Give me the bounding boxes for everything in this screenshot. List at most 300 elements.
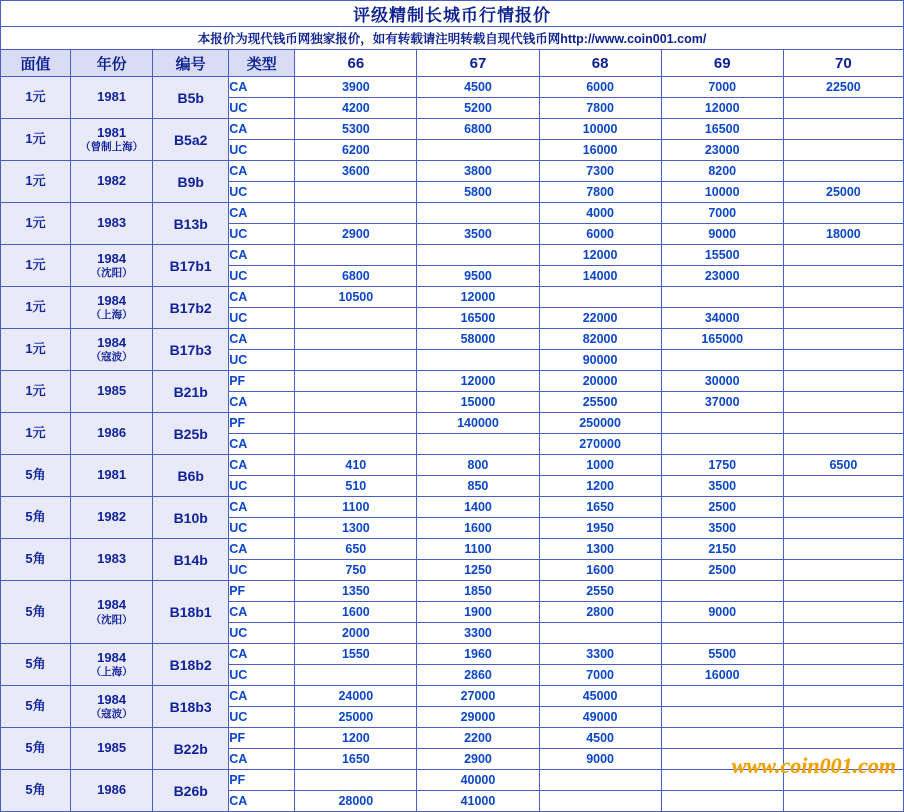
cell-price-grade-66: 10500 xyxy=(295,287,417,308)
cell-price-grade-68: 49000 xyxy=(539,707,661,728)
cell-price-grade-66: 510 xyxy=(295,476,417,497)
cell-year xyxy=(71,413,153,455)
cell-price-grade-68: 7800 xyxy=(539,98,661,119)
cell-year-sub: （寇波） xyxy=(90,351,133,364)
cell-type: UC xyxy=(229,665,295,686)
cell-price-grade-67: 6800 xyxy=(417,119,539,140)
table-row xyxy=(1,644,904,665)
cell-year xyxy=(71,371,153,413)
table-row xyxy=(1,119,904,140)
cell-type: UC xyxy=(229,476,295,497)
cell-price-grade-69: 23000 xyxy=(661,140,783,161)
cell-price-grade-67: 1600 xyxy=(417,518,539,539)
cell-price-grade-66 xyxy=(295,770,417,791)
cell-price-grade-68: 25500 xyxy=(539,392,661,413)
cell-price-grade-68: 270000 xyxy=(539,434,661,455)
cell-price-grade-67: 800 xyxy=(417,455,539,476)
cell-type: CA xyxy=(229,161,295,182)
cell-price-grade-66: 24000 xyxy=(295,686,417,707)
cell-type: PF xyxy=(229,581,295,602)
cell-year-sub: （曾制上海） xyxy=(80,141,144,154)
cell-price-grade-66 xyxy=(295,329,417,350)
cell-price-grade-66: 25000 xyxy=(295,707,417,728)
cell-code: B9b xyxy=(153,161,229,203)
cell-price-grade-70 xyxy=(783,560,903,581)
cell-price-grade-69: 7000 xyxy=(661,203,783,224)
cell-price-grade-70 xyxy=(783,203,903,224)
cell-price-grade-70 xyxy=(783,686,903,707)
table-row xyxy=(1,203,904,224)
cell-price-grade-67: 5200 xyxy=(417,98,539,119)
cell-price-grade-70 xyxy=(783,707,903,728)
cell-price-grade-70 xyxy=(783,161,903,182)
cell-type: CA xyxy=(229,392,295,413)
cell-code: B14b xyxy=(153,539,229,581)
cell-price-grade-68: 2800 xyxy=(539,602,661,623)
cell-price-grade-67 xyxy=(417,245,539,266)
title-row xyxy=(1,1,904,27)
cell-price-grade-70 xyxy=(783,749,903,770)
cell-price-grade-69: 9000 xyxy=(661,224,783,245)
cell-year-main: 1984 xyxy=(97,597,127,613)
cell-price-grade-66 xyxy=(295,371,417,392)
cell-type: CA xyxy=(229,497,295,518)
cell-price-grade-67: 140000 xyxy=(417,413,539,434)
cell-year xyxy=(71,329,153,371)
cell-year xyxy=(71,119,153,161)
table-row xyxy=(1,497,904,518)
cell-denomination: 5角 xyxy=(1,539,71,581)
cell-price-grade-68: 7300 xyxy=(539,161,661,182)
cell-price-grade-68: 250000 xyxy=(539,413,661,434)
column-header-year: 年份 xyxy=(71,50,153,77)
subtitle-row xyxy=(1,27,904,50)
cell-price-grade-66: 410 xyxy=(295,455,417,476)
cell-price-grade-68: 1600 xyxy=(539,560,661,581)
cell-year xyxy=(71,728,153,770)
cell-year-main: 1984 xyxy=(97,334,127,350)
cell-price-grade-67: 5800 xyxy=(417,182,539,203)
cell-year xyxy=(71,644,153,686)
cell-year xyxy=(71,581,153,644)
cell-price-grade-66 xyxy=(295,392,417,413)
cell-price-grade-67: 1400 xyxy=(417,497,539,518)
cell-code: B17b1 xyxy=(153,245,229,287)
cell-year-main: 1985 xyxy=(97,740,127,756)
cell-price-grade-66: 5300 xyxy=(295,119,417,140)
cell-type: UC xyxy=(229,518,295,539)
column-header-grade-67: 67 xyxy=(417,50,539,77)
cell-price-grade-68: 7800 xyxy=(539,182,661,203)
cell-price-grade-69 xyxy=(661,434,783,455)
cell-price-grade-69 xyxy=(661,623,783,644)
cell-price-grade-67 xyxy=(417,434,539,455)
cell-price-grade-68: 82000 xyxy=(539,329,661,350)
table-row xyxy=(1,413,904,434)
cell-denomination: 5角 xyxy=(1,497,71,539)
cell-type: CA xyxy=(229,245,295,266)
cell-price-grade-68: 45000 xyxy=(539,686,661,707)
cell-price-grade-68: 1300 xyxy=(539,539,661,560)
cell-year-sub: （沈阳） xyxy=(90,267,133,280)
cell-price-grade-67: 40000 xyxy=(417,770,539,791)
cell-price-grade-67 xyxy=(417,140,539,161)
site-watermark: www.coin001.com xyxy=(731,753,896,778)
cell-price-grade-70 xyxy=(783,791,903,812)
cell-code: B25b xyxy=(153,413,229,455)
cell-year xyxy=(71,77,153,119)
cell-price-grade-68: 6000 xyxy=(539,77,661,98)
cell-code: B18b3 xyxy=(153,686,229,728)
cell-denomination: 5角 xyxy=(1,455,71,497)
cell-year xyxy=(71,539,153,581)
cell-price-grade-67: 4500 xyxy=(417,77,539,98)
cell-denomination: 5角 xyxy=(1,770,71,812)
cell-type: UC xyxy=(229,266,295,287)
cell-price-grade-66: 3600 xyxy=(295,161,417,182)
cell-price-grade-66: 28000 xyxy=(295,791,417,812)
cell-price-grade-69 xyxy=(661,350,783,371)
cell-price-grade-69 xyxy=(661,287,783,308)
table-row xyxy=(1,245,904,266)
table-row xyxy=(1,371,904,392)
cell-denomination: 1元 xyxy=(1,371,71,413)
page-subtitle: 本报价为现代钱币网独家报价，如有转载请注明转载自现代钱币网http://www.coin001.com/ xyxy=(1,27,904,50)
table-row xyxy=(1,770,904,791)
cell-price-grade-67: 2860 xyxy=(417,665,539,686)
cell-code: B13b xyxy=(153,203,229,245)
cell-price-grade-67: 12000 xyxy=(417,371,539,392)
cell-price-grade-66: 3900 xyxy=(295,77,417,98)
cell-price-grade-66 xyxy=(295,182,417,203)
cell-type: UC xyxy=(229,560,295,581)
cell-price-grade-69 xyxy=(661,791,783,812)
cell-price-grade-66: 1200 xyxy=(295,728,417,749)
cell-price-grade-69 xyxy=(661,686,783,707)
cell-type: CA xyxy=(229,203,295,224)
column-header-grade-68: 68 xyxy=(539,50,661,77)
cell-code: B18b2 xyxy=(153,644,229,686)
cell-price-grade-68: 7000 xyxy=(539,665,661,686)
header-row xyxy=(1,50,904,77)
cell-type: UC xyxy=(229,707,295,728)
cell-price-grade-69: 23000 xyxy=(661,266,783,287)
cell-year-sub: （沈阳） xyxy=(90,613,133,626)
cell-price-grade-70 xyxy=(783,119,903,140)
cell-price-grade-69: 16000 xyxy=(661,665,783,686)
cell-price-grade-66: 1350 xyxy=(295,581,417,602)
cell-price-grade-69: 1750 xyxy=(661,455,783,476)
cell-price-grade-67: 41000 xyxy=(417,791,539,812)
table-row xyxy=(1,455,904,476)
cell-price-grade-68: 90000 xyxy=(539,350,661,371)
cell-year-main: 1984 xyxy=(97,292,127,308)
cell-price-grade-69: 2500 xyxy=(661,560,783,581)
cell-price-grade-66: 2000 xyxy=(295,623,417,644)
cell-type: UC xyxy=(229,140,295,161)
cell-denomination: 5角 xyxy=(1,581,71,644)
cell-type: UC xyxy=(229,182,295,203)
cell-price-grade-68 xyxy=(539,287,661,308)
cell-price-grade-70 xyxy=(783,602,903,623)
cell-price-grade-70 xyxy=(783,413,903,434)
cell-year xyxy=(71,686,153,728)
cell-price-grade-67: 3500 xyxy=(417,224,539,245)
cell-price-grade-66 xyxy=(295,203,417,224)
cell-year-sub: （上海） xyxy=(90,666,133,679)
table-row xyxy=(1,581,904,602)
cell-price-grade-69: 2500 xyxy=(661,497,783,518)
column-header-grade-66: 66 xyxy=(295,50,417,77)
cell-price-grade-66: 6200 xyxy=(295,140,417,161)
cell-code: B10b xyxy=(153,497,229,539)
cell-type: CA xyxy=(229,434,295,455)
cell-price-grade-69: 9000 xyxy=(661,602,783,623)
cell-price-grade-67: 12000 xyxy=(417,287,539,308)
cell-price-grade-66 xyxy=(295,308,417,329)
cell-code: B17b2 xyxy=(153,287,229,329)
cell-price-grade-66 xyxy=(295,413,417,434)
cell-price-grade-70 xyxy=(783,434,903,455)
cell-price-grade-68: 10000 xyxy=(539,119,661,140)
cell-price-grade-69 xyxy=(661,770,783,791)
cell-price-grade-67: 3300 xyxy=(417,623,539,644)
cell-year xyxy=(71,161,153,203)
cell-price-grade-69 xyxy=(661,707,783,728)
cell-year xyxy=(71,245,153,287)
cell-price-grade-66: 1100 xyxy=(295,497,417,518)
cell-price-grade-66: 750 xyxy=(295,560,417,581)
cell-type: CA xyxy=(229,287,295,308)
cell-code: B6b xyxy=(153,455,229,497)
cell-year-main: 1983 xyxy=(97,551,127,567)
cell-year-main: 1985 xyxy=(97,383,127,399)
cell-price-grade-70 xyxy=(783,140,903,161)
cell-price-grade-68: 1000 xyxy=(539,455,661,476)
cell-price-grade-70: 6500 xyxy=(783,455,903,476)
cell-year-main: 1984 xyxy=(97,691,127,707)
cell-price-grade-68: 16000 xyxy=(539,140,661,161)
cell-type: CA xyxy=(229,329,295,350)
cell-price-grade-70 xyxy=(783,497,903,518)
cell-code: B17b3 xyxy=(153,329,229,371)
cell-price-grade-66: 4200 xyxy=(295,98,417,119)
cell-price-grade-68: 2550 xyxy=(539,581,661,602)
cell-type: CA xyxy=(229,749,295,770)
column-header-grade-70: 70 xyxy=(783,50,903,77)
cell-price-grade-67: 9500 xyxy=(417,266,539,287)
cell-price-grade-66: 2900 xyxy=(295,224,417,245)
cell-price-grade-67: 58000 xyxy=(417,329,539,350)
cell-denomination: 1元 xyxy=(1,119,71,161)
cell-year-main: 1983 xyxy=(97,215,127,231)
cell-price-grade-70 xyxy=(783,392,903,413)
cell-code: B5b xyxy=(153,77,229,119)
cell-price-grade-68 xyxy=(539,623,661,644)
cell-price-grade-66 xyxy=(295,245,417,266)
cell-price-grade-68: 6000 xyxy=(539,224,661,245)
cell-year xyxy=(71,455,153,497)
cell-year-main: 1981 xyxy=(97,89,127,105)
cell-denomination: 1元 xyxy=(1,77,71,119)
column-header-type: 类型 xyxy=(229,50,295,77)
table-row xyxy=(1,161,904,182)
cell-type: UC xyxy=(229,350,295,371)
cell-price-grade-69: 165000 xyxy=(661,329,783,350)
cell-price-grade-69 xyxy=(661,728,783,749)
cell-price-grade-70 xyxy=(783,665,903,686)
cell-code: B5a2 xyxy=(153,119,229,161)
cell-type: CA xyxy=(229,119,295,140)
cell-price-grade-68 xyxy=(539,791,661,812)
cell-type: UC xyxy=(229,224,295,245)
cell-price-grade-68: 14000 xyxy=(539,266,661,287)
cell-code: B21b xyxy=(153,371,229,413)
table-row xyxy=(1,728,904,749)
cell-price-grade-70 xyxy=(783,476,903,497)
cell-price-grade-69: 5500 xyxy=(661,644,783,665)
cell-price-grade-69 xyxy=(661,749,783,770)
cell-price-grade-69: 30000 xyxy=(661,371,783,392)
cell-price-grade-66 xyxy=(295,350,417,371)
cell-year xyxy=(71,497,153,539)
cell-year-sub: （寇波） xyxy=(90,708,133,721)
table-row xyxy=(1,539,904,560)
cell-denomination: 1元 xyxy=(1,413,71,455)
cell-price-grade-67: 27000 xyxy=(417,686,539,707)
cell-price-grade-69: 34000 xyxy=(661,308,783,329)
cell-year-sub: （上海） xyxy=(90,309,133,322)
cell-price-grade-66 xyxy=(295,665,417,686)
cell-price-grade-66: 1650 xyxy=(295,749,417,770)
cell-price-grade-70 xyxy=(783,308,903,329)
cell-price-grade-70 xyxy=(783,287,903,308)
cell-price-grade-66 xyxy=(295,434,417,455)
column-header-denomination: 面值 xyxy=(1,50,71,77)
cell-denomination: 5角 xyxy=(1,644,71,686)
column-header-code: 编号 xyxy=(153,50,229,77)
cell-price-grade-67: 850 xyxy=(417,476,539,497)
cell-price-grade-69: 37000 xyxy=(661,392,783,413)
cell-price-grade-68: 9000 xyxy=(539,749,661,770)
cell-denomination: 1元 xyxy=(1,161,71,203)
cell-price-grade-70 xyxy=(783,98,903,119)
cell-year xyxy=(71,203,153,245)
page-title: 评级精制长城币行情报价 xyxy=(1,1,904,27)
cell-type: CA xyxy=(229,602,295,623)
cell-price-grade-70: 25000 xyxy=(783,182,903,203)
cell-price-grade-69: 16500 xyxy=(661,119,783,140)
cell-price-grade-70 xyxy=(783,371,903,392)
cell-price-grade-70 xyxy=(783,245,903,266)
cell-price-grade-68 xyxy=(539,770,661,791)
cell-price-grade-66: 6800 xyxy=(295,266,417,287)
cell-price-grade-67: 1250 xyxy=(417,560,539,581)
cell-price-grade-69: 12000 xyxy=(661,98,783,119)
cell-year xyxy=(71,287,153,329)
cell-code: B26b xyxy=(153,770,229,812)
cell-type: CA xyxy=(229,791,295,812)
cell-price-grade-67 xyxy=(417,203,539,224)
cell-price-grade-69: 8200 xyxy=(661,161,783,182)
table-row xyxy=(1,329,904,350)
cell-price-grade-67: 16500 xyxy=(417,308,539,329)
cell-year-main: 1982 xyxy=(97,173,127,189)
cell-year xyxy=(71,770,153,812)
cell-denomination: 1元 xyxy=(1,245,71,287)
cell-price-grade-70 xyxy=(783,350,903,371)
cell-type: PF xyxy=(229,371,295,392)
cell-price-grade-70 xyxy=(783,266,903,287)
cell-type: PF xyxy=(229,413,295,434)
cell-price-grade-70 xyxy=(783,623,903,644)
cell-price-grade-67: 29000 xyxy=(417,707,539,728)
cell-price-grade-67: 1900 xyxy=(417,602,539,623)
cell-year-main: 1986 xyxy=(97,425,127,441)
cell-year-main: 1981 xyxy=(97,467,127,483)
cell-price-grade-69: 15500 xyxy=(661,245,783,266)
cell-price-grade-66: 1600 xyxy=(295,602,417,623)
cell-price-grade-66: 1550 xyxy=(295,644,417,665)
cell-price-grade-66: 1300 xyxy=(295,518,417,539)
cell-price-grade-68: 20000 xyxy=(539,371,661,392)
cell-price-grade-70 xyxy=(783,581,903,602)
cell-denomination: 5角 xyxy=(1,686,71,728)
cell-denomination: 1元 xyxy=(1,203,71,245)
cell-price-grade-69: 3500 xyxy=(661,518,783,539)
cell-price-grade-67: 1100 xyxy=(417,539,539,560)
cell-denomination: 5角 xyxy=(1,728,71,770)
cell-type: CA xyxy=(229,455,295,476)
cell-type: CA xyxy=(229,686,295,707)
cell-price-grade-67: 3800 xyxy=(417,161,539,182)
cell-year-main: 1981 xyxy=(97,124,127,140)
cell-price-grade-69: 10000 xyxy=(661,182,783,203)
cell-year-main: 1982 xyxy=(97,509,127,525)
cell-price-grade-68: 4500 xyxy=(539,728,661,749)
table-row xyxy=(1,77,904,98)
cell-price-grade-70 xyxy=(783,518,903,539)
cell-type: UC xyxy=(229,623,295,644)
cell-price-grade-70 xyxy=(783,644,903,665)
cell-price-grade-70 xyxy=(783,728,903,749)
cell-type: PF xyxy=(229,770,295,791)
cell-price-grade-70 xyxy=(783,539,903,560)
cell-type: UC xyxy=(229,98,295,119)
cell-price-grade-69: 3500 xyxy=(661,476,783,497)
cell-price-grade-70 xyxy=(783,770,903,791)
cell-price-grade-68: 1950 xyxy=(539,518,661,539)
cell-price-grade-66: 650 xyxy=(295,539,417,560)
cell-price-grade-68: 1200 xyxy=(539,476,661,497)
cell-code: B22b xyxy=(153,728,229,770)
column-header-grade-69: 69 xyxy=(661,50,783,77)
cell-price-grade-67: 2200 xyxy=(417,728,539,749)
cell-price-grade-69 xyxy=(661,581,783,602)
cell-price-grade-68: 12000 xyxy=(539,245,661,266)
cell-type: PF xyxy=(229,728,295,749)
cell-price-grade-70: 18000 xyxy=(783,224,903,245)
cell-price-grade-68: 1650 xyxy=(539,497,661,518)
cell-type: CA xyxy=(229,77,295,98)
cell-price-grade-67: 15000 xyxy=(417,392,539,413)
cell-price-grade-69: 7000 xyxy=(661,77,783,98)
cell-type: CA xyxy=(229,539,295,560)
table-row xyxy=(1,287,904,308)
cell-price-grade-70 xyxy=(783,329,903,350)
cell-price-grade-68: 3300 xyxy=(539,644,661,665)
cell-year-main: 1984 xyxy=(97,250,127,266)
